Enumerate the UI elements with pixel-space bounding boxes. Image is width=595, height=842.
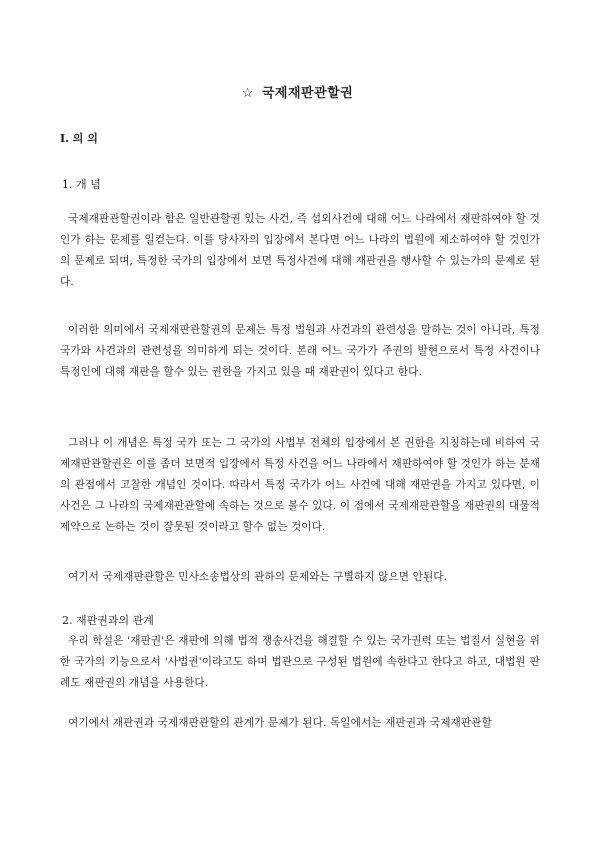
paragraph-5: 우리 학설은 '재판권'은 재판에 의해 법적 쟁송사건을 해결할 수 있는 국가권력 또는 법질서 실현을 위한 국가의 기능으로서 '사법권'이라고도 하며 법관으로 구성된 법원에 속한다고 한다고 하고, 대법원 판례도 재판권의 개념을 사용한다. [60,635,540,689]
star-icon: ☆ [241,86,254,101]
paragraph-1: 국제재판관할권이라 함은 일반관할권 있는 사건, 즉 섭외사건에 대해 어느 나라에서 재판하여야 할 것인가 하는 문제를 일컫는다. 이를 당사자의 입장에서 본다면 어느 나라의 법원에 제소하여야 할 것인가의 문제로 되며, 특정한 국가의 입장에서 보면 특정사건에 대해 재판권을 행사할 수 있는가의 문제로 된다. [60,213,540,288]
title-text: 국제재판관할권 [261,86,354,101]
subheading-relation: 2. 재판권과의 관계 [62,614,154,627]
paragraph-4: 여기서 국제재판관할은 민사소송법상의 관하의 문제와는 구별하지 않으면 안된다. [68,571,448,583]
section-heading: Ⅰ. 의 의 [60,132,98,145]
paragraph-2: 이러한 의미에서 국제재판관할권의 문제는 특정 법원과 사건과의 관련성을 말하는 것이 아니라, 특정국가와 사건과의 관련성을 의미하게 되는 것이다. 본래 어느 국가가 주권의 발현으로서 특정 사건이나 특정인에 대해 재판을 할수 있는 권한을 가지고 있을 때 재판권이 있다고 한다. [60,324,540,378]
document-title [0,82,595,101]
paragraph-6: 여기에서 재판권과 국제재판관할의 관계가 문제가 된다. 독일에서는 재판권과 국제재판관할 [68,717,492,729]
paragraph-3: 그러나 이 개념은 특정 국가 또는 그 국가의 사법부 전체의 입장에서 본 권한을 지칭하는데 비하여 국제재판관할권은 이를 좀더 보면적 입장에서 특정 사건을 어느 나라에서 재판하여야 할 것인가 하는 분재의 관점에서 고찰한 개념인 것이다. 따라서 특정 국가가 어느 사건에 대해 재판권을 가지고 있다면, 이 사건은 그 나라의 국제재판관할에 속하는 것으로 볼수 있다. 이 점에서 국제재판관할을 재판권의 대물적 제약으로 논하는 것이 잘못된 것이라고 할수 없는 것이다. [60,437,540,533]
subheading-concept: 1. 개 념 [62,178,101,191]
